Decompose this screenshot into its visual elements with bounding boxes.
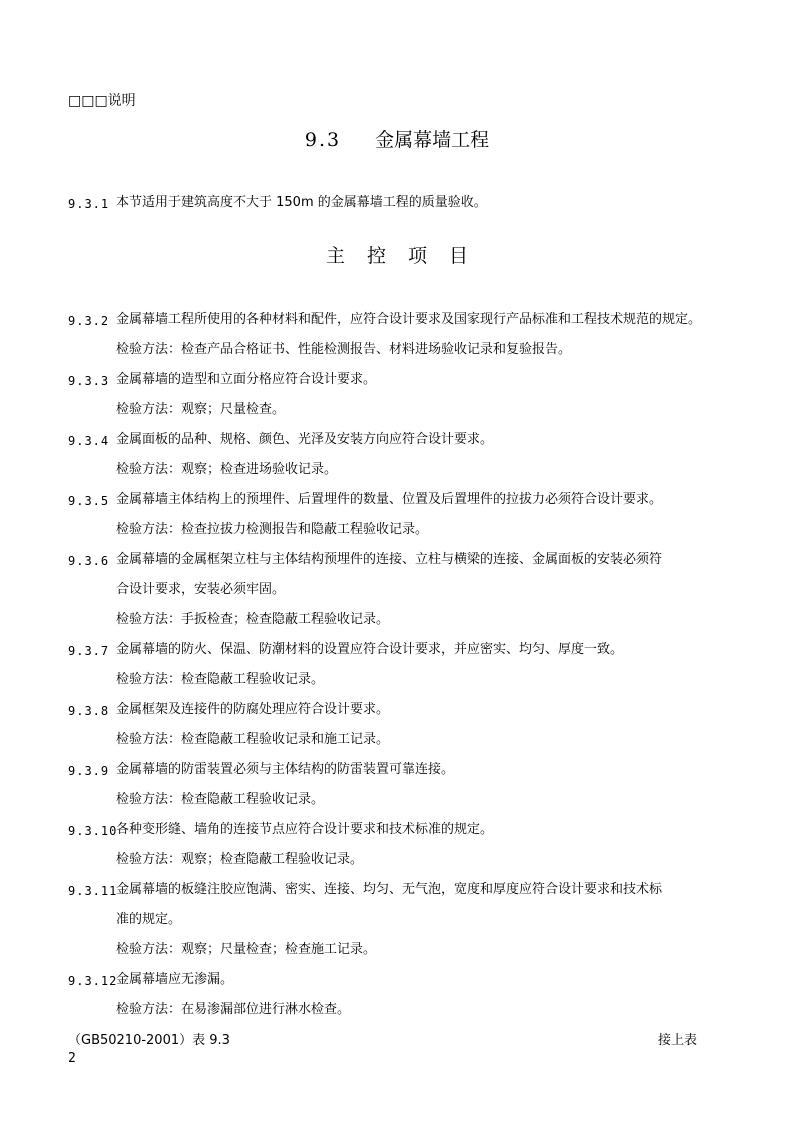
- inspection-method: 检验方法：手扳检查；检查隐蔽工程验收记录。: [116, 612, 390, 627]
- clause-text-line: 金属面板的品种、规格、颜色、光泽及安装方向应符合设计要求。: [116, 432, 494, 447]
- page-number: 2: [68, 1051, 76, 1066]
- inspection-method: 检验方法：检查隐蔽工程验收记录。: [116, 792, 325, 807]
- clause-number: 9.3.12: [68, 974, 118, 988]
- clause-number: 9.3.8: [68, 704, 110, 718]
- inspection-method: 检验方法：检查隐蔽工程验收记录和施工记录。: [116, 732, 390, 747]
- clause-text-line: 金属幕墙的板缝注胶应饱满、密实、连接、均匀、无气泡，宽度和厚度应符合设计要求和技术标: [116, 882, 663, 897]
- section-title: [0, 125, 794, 152]
- clause-number: 9.3.10: [68, 824, 118, 838]
- clause-text-line: 金属幕墙工程所使用的各种材料和配件，应符合设计要求及国家现行产品标准和工程技术规范的规定。: [116, 312, 702, 327]
- clause-text-line: 准的规定。: [116, 912, 182, 927]
- clause-text-line: 各种变形缝、墙角的连接节点应符合设计要求和技术标准的规定。: [116, 822, 494, 837]
- clause-number: 9.3.4: [68, 434, 110, 448]
- clause-text-line: 金属幕墙主体结构上的预埋件、后置埋件的数量、位置及后置埋件的拉拔力必须符合设计要求。: [116, 492, 663, 507]
- section-number: 9.3: [304, 129, 342, 151]
- clause-text-line: 金属幕墙的造型和立面分格应符合设计要求。: [116, 372, 377, 387]
- clause-text-line: 金属幕墙的金属框架立柱与主体结构预埋件的连接、立柱与横梁的连接、金属面板的安装必须符: [116, 552, 663, 567]
- clause-text-line: 金属框架及连接件的防腐处理应符合设计要求。: [116, 702, 390, 717]
- clause-text-line: 金属幕墙的防雷装置必须与主体结构的防雷装置可靠连接。: [116, 762, 455, 777]
- section-title-text: 金属幕墙工程: [375, 129, 490, 151]
- footer-continued: 接上表: [658, 1033, 698, 1048]
- inspection-method: 检验方法：观察；尺量检查；检查施工记录。: [116, 942, 377, 957]
- subsection-title: 主控项目: [325, 245, 490, 267]
- inspection-method: 检验方法：检查产品合格证书、性能检测报告、材料进场验收记录和复验报告。: [116, 342, 572, 357]
- footer-source: （GB50210-2001）表 9.3: [68, 1033, 230, 1048]
- clause-number: 9.3.2: [68, 314, 110, 328]
- clause-number: 9.3.7: [68, 644, 110, 658]
- inspection-method: 检验方法：在易渗漏部位进行淋水检查。: [116, 1002, 351, 1017]
- clause-text-line: 金属幕墙的防火、保温、防潮材料的设置应符合设计要求，并应密实、均匀、厚度一致。: [116, 642, 624, 657]
- clause-text-line: 合设计要求，安装必须牢固。: [116, 582, 286, 597]
- clause-number: 9.3.11: [68, 884, 118, 898]
- inspection-method: 检验方法：检查隐蔽工程验收记录。: [116, 672, 325, 687]
- inspection-method: 检验方法：观察；检查隐蔽工程验收记录。: [116, 852, 364, 867]
- clause-number: 9.3.3: [68, 374, 110, 388]
- clause-number: 9.3.9: [68, 764, 110, 778]
- clause-number: 9.3.6: [68, 554, 110, 568]
- clause-text: 本节适用于建筑高度不大于 150m 的金属幕墙工程的质量验收。: [116, 195, 487, 210]
- inspection-method: 检验方法：观察；尺量检查。: [116, 402, 286, 417]
- clause-number: 9.3.5: [68, 494, 110, 508]
- clause-text-line: 金属幕墙应无渗漏。: [116, 972, 234, 987]
- inspection-method: 检验方法：检查拉拔力检测报告和隐蔽工程验收记录。: [116, 522, 429, 537]
- document-header: □□□说明: [68, 93, 136, 109]
- inspection-method: 检验方法：观察；检查进场验收记录。: [116, 462, 338, 477]
- clause-number: 9.3.1: [68, 197, 110, 211]
